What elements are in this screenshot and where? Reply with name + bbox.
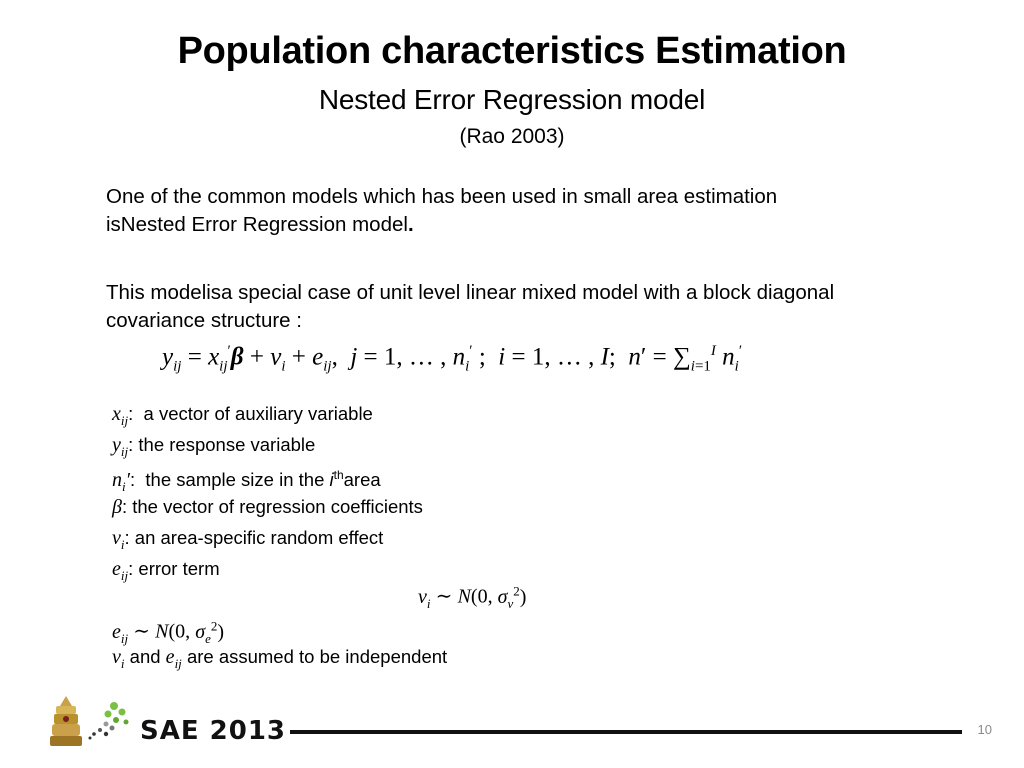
def-n-text-post: area	[343, 469, 381, 491]
model-equation: $y_{ij} = x_{ij}'\beta + v_i + e_{ij}$, j = 1, … , $n_i'$ ; i = 1, … , I; $n' = \sum_{i=1}^I$ $n_i'$	[162, 343, 743, 375]
page-number: 10	[977, 722, 992, 737]
intro-period: .	[407, 213, 414, 236]
intro-paragraph	[106, 183, 966, 239]
e-distribution: $e_{ij}$ ∼ N(0, $\sigma_e^2$)	[112, 618, 225, 646]
model-line-1: This modelisa special case of unit level linear mixed model with a block diagonal	[106, 281, 835, 304]
def-n: $n_i'$: the sample size in the $i^{th}area$	[112, 468, 381, 495]
def-x: $x_{ij}$: a vector of auxiliary variable	[112, 403, 373, 428]
brand-logo: SAE 2013	[140, 716, 287, 746]
def-v-text: an area-specific random effect	[134, 527, 384, 548]
university-crest-icon	[46, 692, 138, 752]
def-x-text: a vector of auxiliary variable	[143, 403, 373, 424]
def-n-sup: th	[333, 468, 344, 482]
and-word: and	[129, 646, 161, 667]
slide-subtitle: Nested Error Regression model	[318, 84, 706, 115]
footer-divider	[290, 730, 962, 734]
intro-line-1: One of the common models which has been used in small area estimation	[106, 185, 778, 208]
model-line-2: covariance structure :	[106, 309, 302, 332]
def-y: $y_{ij}$: the response variable	[112, 434, 316, 459]
model-paragraph	[106, 279, 966, 335]
intro-line-2-text: isNested Error Regression model	[106, 213, 408, 236]
intro-line-2	[106, 211, 966, 239]
v-distribution: $v_i$ ∼ N(0, $\sigma_v^2$)	[418, 583, 527, 611]
def-v: $v_i$: an area-specific random effect	[112, 527, 384, 552]
citation: (Rao 2003)	[459, 125, 565, 148]
green-dots-icon	[89, 702, 129, 740]
def-e: $e_{ij}$: error term	[112, 558, 220, 583]
def-beta-text: the vector of regression coefficients	[132, 496, 423, 517]
independence-note: $v_i$ and $e_{ij}$ are assumed to be independent	[112, 646, 448, 671]
def-n-text-pre: the sample size in the	[145, 469, 325, 491]
independence-text: are assumed to be independent	[186, 646, 448, 667]
def-e-text: error term	[138, 558, 220, 579]
definitions-list	[112, 398, 447, 672]
slide-title: Population characteristics Estimation	[177, 30, 847, 72]
def-beta: β: the vector of regression coefficients	[112, 496, 423, 518]
def-y-text: the response variable	[138, 434, 316, 455]
